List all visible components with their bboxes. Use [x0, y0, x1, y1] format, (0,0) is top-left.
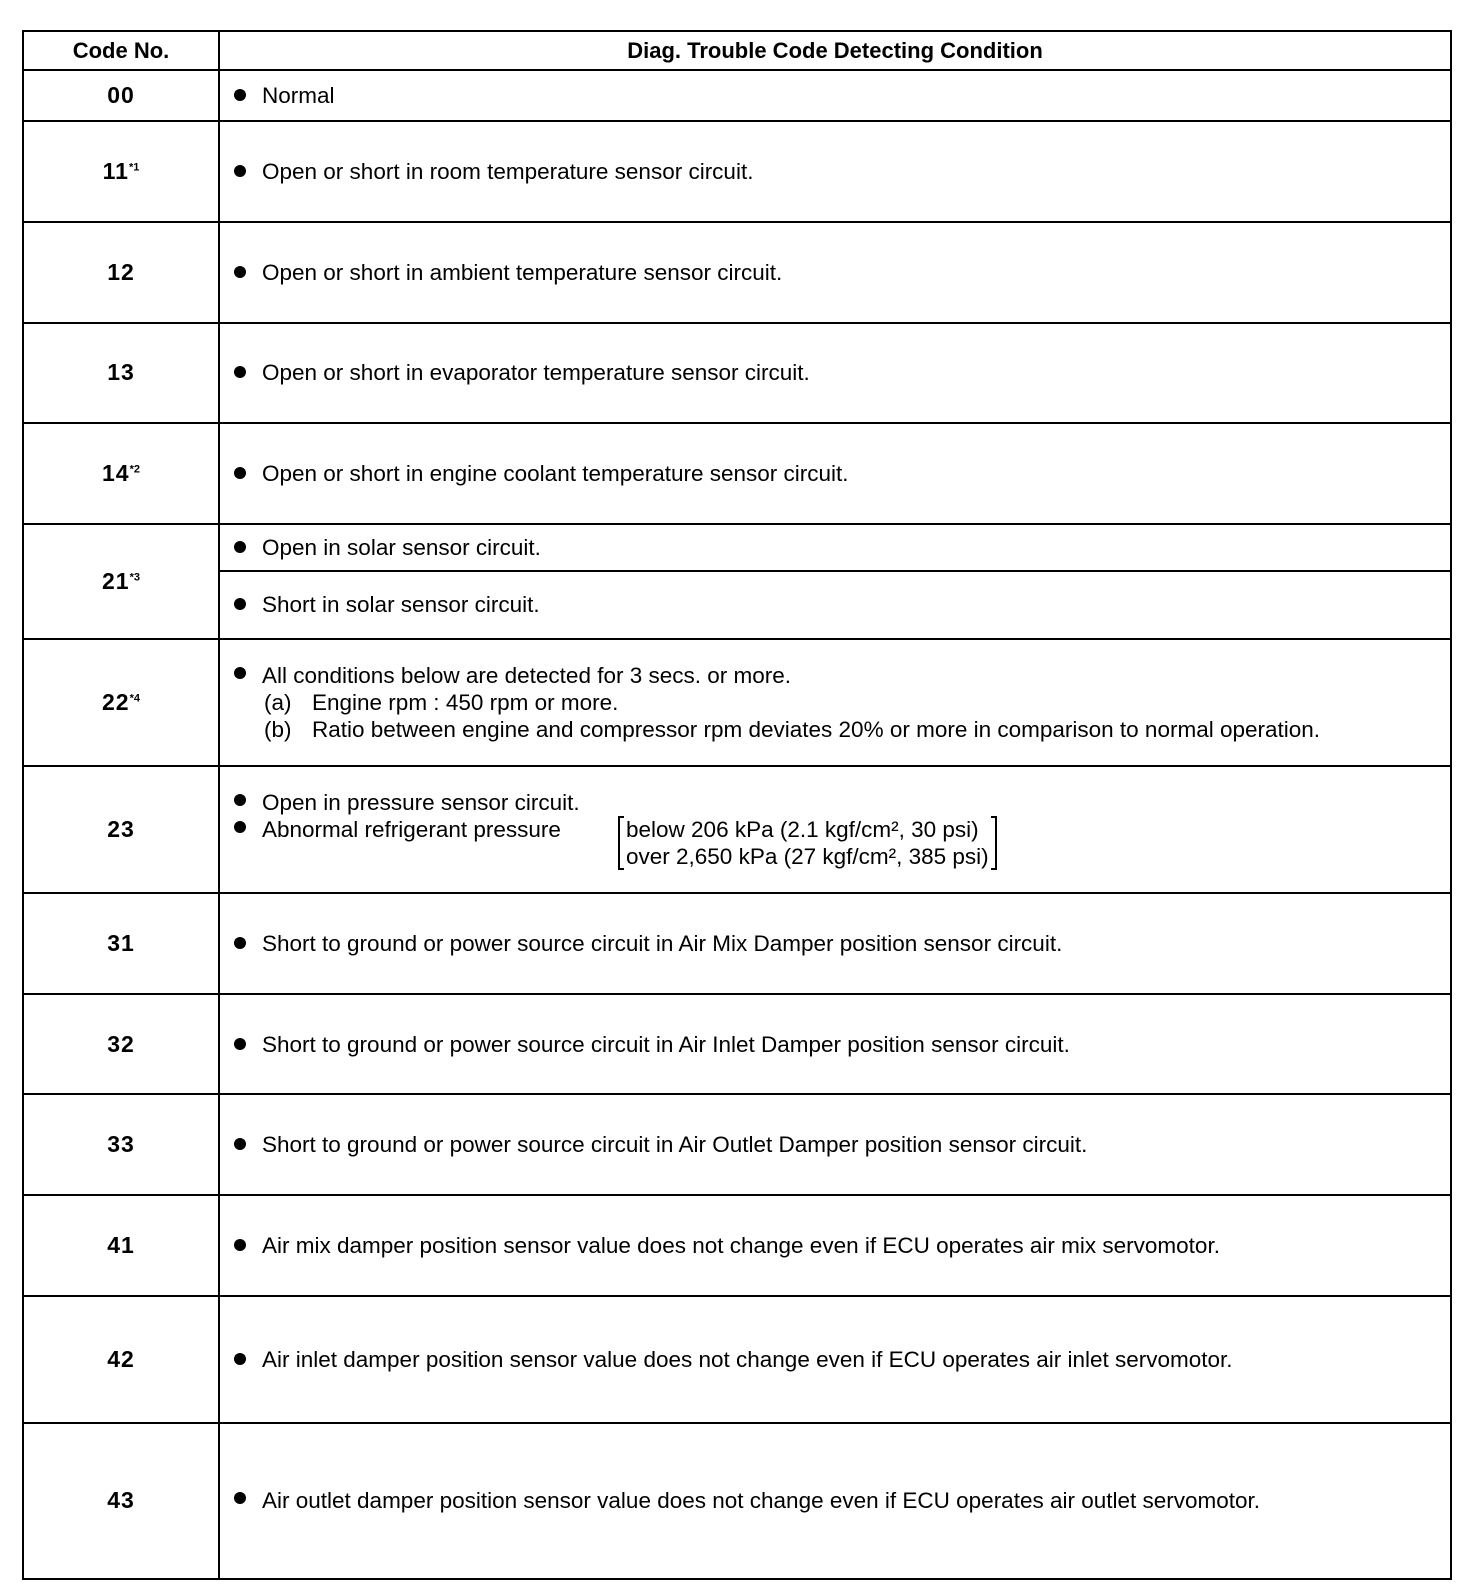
code-cell: 14$^{*2}$	[23, 423, 219, 524]
footnote-mark: *3	[129, 571, 140, 584]
condition-cell: All conditions below are detected for 3 secs. or more. (a) Engine rpm : 450 rpm or more. (b) Ratio between engine and compressor rpm deviates 20% or more in comparison to normal operation.	[219, 639, 1451, 766]
condition-cell: Short in solar sensor circuit.	[219, 571, 1451, 639]
condition-cell: Open in pressure sensor circuit. Abnormal refrigerant pressure below 206 kPa (2.1 kgf/cm², 30 psi) over 2,650 kPa (27 kgf/cm², 385 psi)	[219, 766, 1451, 893]
code-cell: 00	[23, 70, 219, 121]
code-cell: 42	[23, 1296, 219, 1423]
table-row	[23, 524, 1451, 571]
table-row	[23, 222, 1451, 323]
footnote-mark: *2	[129, 463, 140, 476]
footnote-mark: *1	[128, 161, 140, 174]
condition-cell: Air inlet damper position sensor value does not change even if ECU operates air inlet servomotor.	[219, 1296, 1451, 1423]
condition-cell: Open or short in ambient temperature sensor circuit.	[219, 222, 1451, 323]
code-cell: 13	[23, 323, 219, 424]
bullet-icon	[234, 1492, 246, 1504]
bullet-icon	[234, 1038, 246, 1050]
pressure-range-bracket: below 206 kPa (2.1 kgf/cm², 30 psi) over 2,650 kPa (27 kgf/cm², 385 psi)	[618, 816, 997, 870]
code-cell: 43	[23, 1423, 219, 1579]
table-row	[23, 1296, 1451, 1423]
code-cell: 41	[23, 1195, 219, 1296]
code-cell: 11$^{*1}$	[23, 121, 219, 222]
condition-cell: Air outlet damper position sensor value does not change even if ECU operates air outlet servomotor.	[219, 1423, 1451, 1579]
code-cell: 33	[23, 1094, 219, 1195]
table-row	[23, 893, 1451, 994]
table-row	[23, 1094, 1451, 1195]
table-row	[23, 423, 1451, 524]
bullet-icon	[234, 541, 246, 553]
bullet-icon	[234, 598, 246, 610]
code-cell: 22$^{*4}$	[23, 639, 219, 766]
bullet-icon	[234, 1239, 246, 1251]
code-cell: 21$^{*3}$	[23, 524, 219, 639]
table-row	[23, 766, 1451, 893]
condition-cell: Short to ground or power source circuit in Air Mix Damper position sensor circuit.	[219, 893, 1451, 994]
condition-header: Diag. Trouble Code Detecting Condition	[219, 31, 1451, 70]
code-cell: 32	[23, 994, 219, 1095]
condition-cell: Short to ground or power source circuit in Air Outlet Damper position sensor circuit.	[219, 1094, 1451, 1195]
condition-cell: Open or short in evaporator temperature sensor circuit.	[219, 323, 1451, 424]
condition-cell: Air mix damper position sensor value does not change even if ECU operates air mix servomotor.	[219, 1195, 1451, 1296]
table-row	[23, 1195, 1451, 1296]
table-row	[23, 70, 1451, 121]
bullet-icon	[234, 266, 246, 278]
table-row	[23, 1423, 1451, 1579]
table-row	[23, 121, 1451, 222]
bullet-icon	[234, 821, 246, 833]
bullet-icon	[234, 667, 246, 679]
condition-cell: Open or short in engine coolant temperature sensor circuit.	[219, 423, 1451, 524]
bullet-icon	[234, 794, 246, 806]
condition-cell: Open or short in room temperature sensor circuit.	[219, 121, 1451, 222]
table-row	[23, 994, 1451, 1095]
bullet-icon	[234, 89, 246, 101]
code-header: Code No.	[23, 31, 219, 70]
bullet-icon	[234, 467, 246, 479]
code-cell: 31	[23, 893, 219, 994]
code-cell: 12	[23, 222, 219, 323]
bullet-icon	[234, 1353, 246, 1365]
condition-cell: Normal	[219, 70, 1451, 121]
footnote-mark: *4	[129, 692, 140, 705]
condition-cell: Open in solar sensor circuit.	[219, 524, 1451, 571]
bullet-icon	[234, 1138, 246, 1150]
table-row	[23, 639, 1451, 766]
condition-cell: Short to ground or power source circuit in Air Inlet Damper position sensor circuit.	[219, 994, 1451, 1095]
header-row	[23, 31, 1451, 70]
bullet-icon	[234, 937, 246, 949]
code-cell: 23	[23, 766, 219, 893]
diagnostic-code-table	[22, 30, 1452, 1580]
bullet-icon	[234, 366, 246, 378]
table-row	[23, 323, 1451, 424]
bullet-icon	[234, 165, 246, 177]
table-row	[23, 571, 1451, 639]
